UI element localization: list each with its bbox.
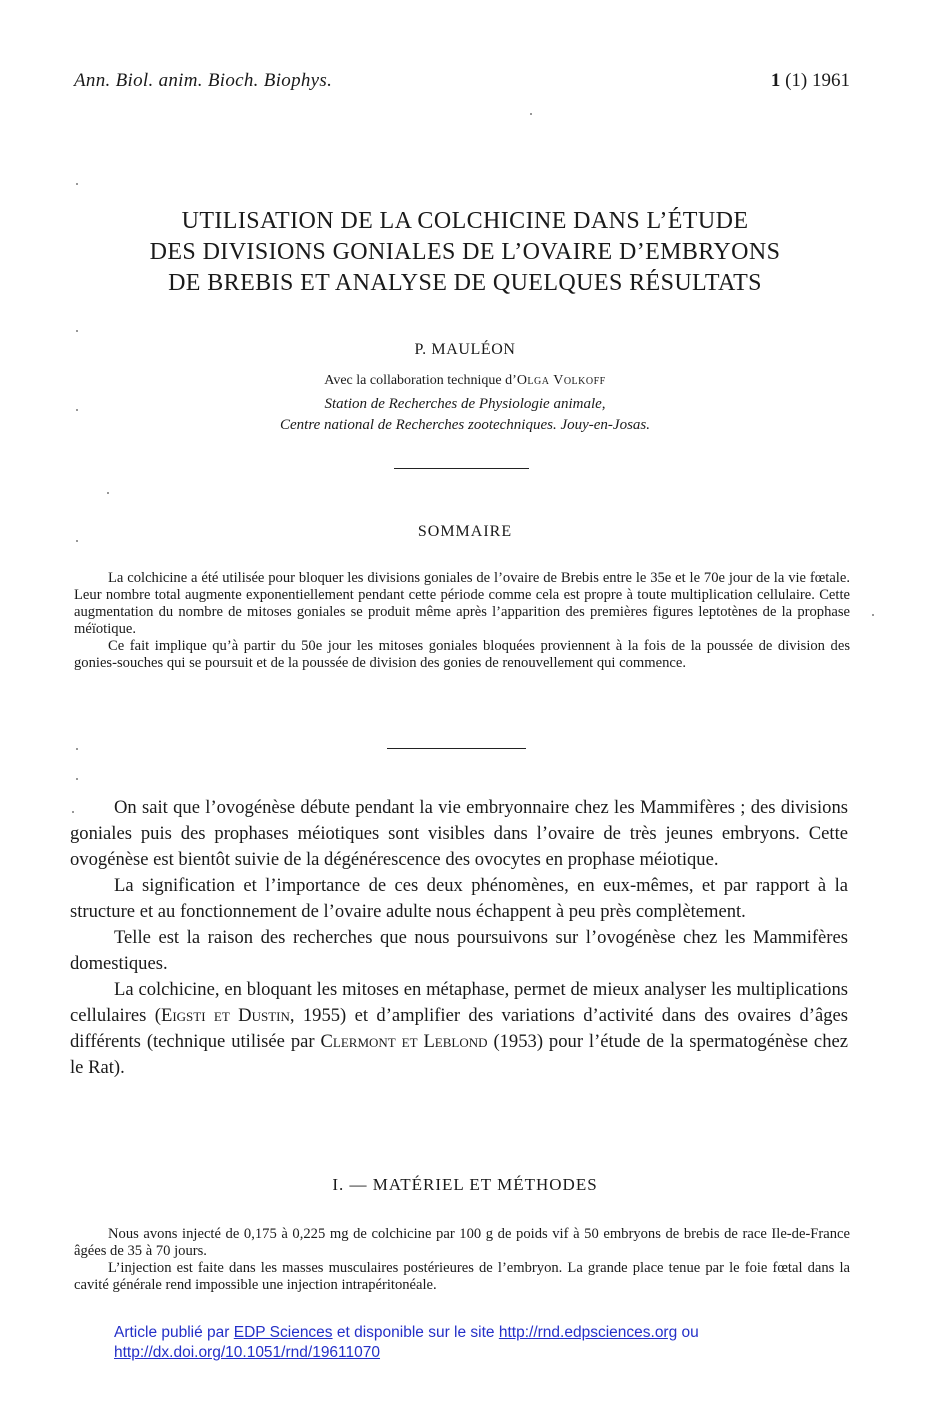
scan-speck (76, 778, 78, 780)
author-name: P. MAULÉON (414, 341, 516, 358)
body-paragraph-2: La signification et l’importance de ces deux phénomènes, en eux-mêmes, et par rapport à la structure et au fonctionnement de l’ovaire adulte nous échappent à peu près complètement. (70, 875, 848, 922)
collaborator-name: Olga Volkoff (516, 373, 606, 388)
citation-ref: Clermont et Leblond (320, 1031, 488, 1052)
scan-speck (76, 409, 78, 411)
divider-rule (394, 468, 529, 469)
scan-speck (76, 330, 78, 332)
body-paragraph-4 (70, 977, 848, 1081)
body-text (70, 795, 848, 1081)
footer-text: ou (677, 1324, 699, 1341)
title-line-1: UTILISATION DE LA COLCHICINE DANS L’ÉTUDE (181, 208, 749, 234)
divider-rule (387, 748, 526, 749)
article-title (60, 206, 870, 299)
journal-name: Ann. Biol. anim. Bioch. Biophys. (74, 70, 333, 91)
affiliation-line-2: Centre national de Recherches zootechniques. Jouy-en-Josas. (279, 417, 651, 433)
scan-speck (872, 614, 874, 616)
body-text-span: (1953) pour l’étude de la spermatogénèse chez le Rat). (70, 1031, 848, 1078)
title-line-3: DE BREBIS ET ANALYSE DE QUELQUES RÉSULTATS (168, 270, 762, 296)
volume-number: 1 (770, 70, 781, 91)
scan-speck (76, 540, 78, 542)
issue-year: (1) 1961 (785, 70, 850, 91)
methods-paragraph-1: Nous avons injecté de 0,175 à 0,225 mg de colchicine par 100 g de poids vif à 50 embryons de brebis de race Ile-de-France âgées de 35 à 70 jours. (74, 1226, 850, 1259)
publisher-footer (114, 1323, 794, 1363)
citation-ref: Eigsti et Dustin (160, 1005, 290, 1026)
affiliation-line-1: Station de Recherches de Physiologie animale, (324, 396, 606, 412)
collaboration-prefix: Avec la collaboration technique d’ (324, 373, 517, 388)
issue-info (771, 70, 850, 92)
body-text-span: La colchicine, en bloquant les mitoses en métaphase, permet de mieux analyser les multiplications cellulaires ( (70, 979, 848, 1026)
abstract-paragraph-1: La colchicine a été utilisée pour bloquer les divisions goniales de l’ovaire de Brebis entre le 35e et le 70e jour de la vie fœtale. Leur nombre total augmente exponentiellement pendant cette période comme cela est propre à toute multiplication cellulaire. Cette augmentation du nombre de mitoses goniales se produit même après l’apparition des premières figures leptotènes de la prophase méïotique. (74, 570, 850, 637)
title-line-2: DES DIVISIONS GONIALES DE L’OVAIRE D’EMBRYONS (149, 239, 781, 265)
abstract-paragraph-2: Ce fait implique qu’à partir du 50e jour les mitoses goniales bloquées proviennent à la fois de la poussée de division des gonies-souches qui se poursuit et de la poussée de division des gonies de renouvellement qui commence. (74, 638, 850, 671)
edp-sciences-link[interactable]: EDP Sciences (233, 1324, 333, 1341)
scan-speck (76, 748, 78, 750)
methods-text (74, 1226, 850, 1294)
footer-text: Article publié par (114, 1324, 234, 1341)
collaboration-note (0, 373, 930, 389)
body-paragraph-1: On sait que l’ovogénèse débute pendant la vie embryonnaire chez les Mammifères ; des divisions goniales puis des prophases méiotiques sont visibles dans l’ovaire de très jeunes embryons. Cette ovogénèse est bientôt suivie de la dégénérescence des ovocytes en prophase méiotique. (70, 797, 848, 870)
section-heading: I. — MATÉRIEL ET MÉTHODES (332, 1175, 598, 1194)
sommaire-heading: SOMMAIRE (417, 523, 513, 540)
doi-link[interactable]: http://dx.doi.org/10.1051/rnd/19611070 (114, 1344, 381, 1361)
scan-speck (76, 183, 78, 185)
scan-speck (72, 811, 74, 813)
scan-speck (107, 492, 109, 494)
footer-text: et disponible sur le site (332, 1324, 499, 1341)
body-text-span: , 1955) et d’amplifier des variations d’activité dans des ovaires d’âges différents (technique utilisée par (70, 1005, 848, 1052)
methods-paragraph-2: L’injection est faite dans les masses musculaires postérieures de l’embryon. La grande place tenue par le foie fœtal dans la cavité générale rend impossible une injection intrapéritonéale. (74, 1260, 850, 1293)
body-paragraph-3: Telle est la raison des recherches que nous poursuivons sur l’ovogénèse chez les Mammifères domestiques. (70, 927, 848, 974)
rnd-site-link[interactable]: http://rnd.edpsciences.org (498, 1324, 678, 1341)
abstract (74, 570, 850, 672)
scan-speck (530, 113, 532, 115)
